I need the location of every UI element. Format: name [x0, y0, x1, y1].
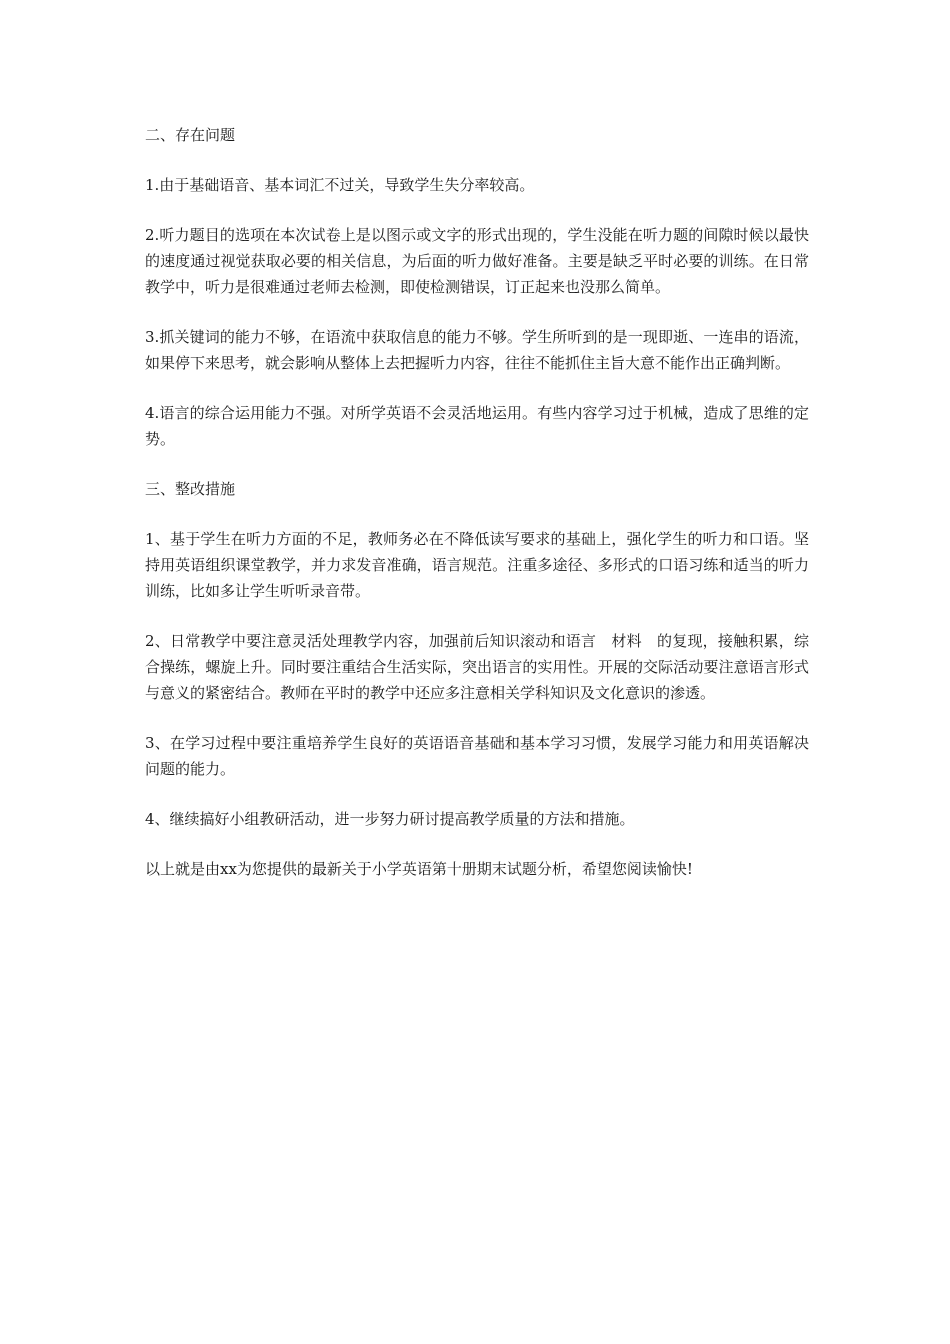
measure-item-3: 3、在学习过程中要注重培养学生良好的英语语音基础和基本学习习惯，发展学习能力和用英语解决问题的能力。 — [145, 734, 809, 778]
problem-item-2: 2.听力题目的选项在本次试卷上是以图示或文字的形式出现的，学生没能在听力题的间隙时候以最快的速度通过视觉获取必要的相关信息，为后面的听力做好准备。主要是缺乏平时必要的训练。在日常教学中，听力是很难通过老师去检测，即使检测错误，订正起来也没那么简单。 — [145, 226, 809, 296]
measure-item-4: 4、继续搞好小组教研活动，进一步努力研讨提高教学质量的方法和措施。 — [145, 810, 635, 828]
closing-paragraph: 以上就是由xx为您提供的最新关于小学英语第十册期末试题分析，希望您阅读愉快! — [145, 860, 693, 878]
section-heading-measures: 三、整改措施 — [145, 480, 236, 498]
section-heading-problems: 二、存在问题 — [145, 126, 236, 144]
measure-item-2: 2、日常教学中要注意灵活处理教学内容，加强前后知识滚动和语言 材料 的复现，接触积累，综合操练，螺旋上升。同时要注重结合生活实际，突出语言的实用性。开展的交际活动要注意语言形式与意义的紧密结合。教师在平时的教学中还应多注意相关学科知识及文化意识的渗透。 — [145, 632, 809, 702]
problem-item-4: 4.语言的综合运用能力不强。对所学英语不会灵活地运用。有些内容学习过于机械，造成了思维的定势。 — [145, 404, 809, 448]
measure-item-1: 1、基于学生在听力方面的不足，教师务必在不降低读写要求的基础上，强化学生的听力和口语。坚持用英语组织课堂教学，并力求发音准确，语言规范。注重多途径、多形式的口语习练和适当的听力训练，比如多让学生听听录音带。 — [145, 530, 809, 600]
problem-item-1: 1.由于基础语音、基本词汇不过关，导致学生失分率较高。 — [145, 176, 535, 194]
problem-item-3: 3.抓关键词的能力不够，在语流中获取信息的能力不够。学生所听到的是一现即逝、一连串的语流，如果停下来思考，就会影响从整体上去把握听力内容，往往不能抓住主旨大意不能作出正确判断。 — [145, 328, 809, 372]
document-body — [145, 122, 809, 906]
